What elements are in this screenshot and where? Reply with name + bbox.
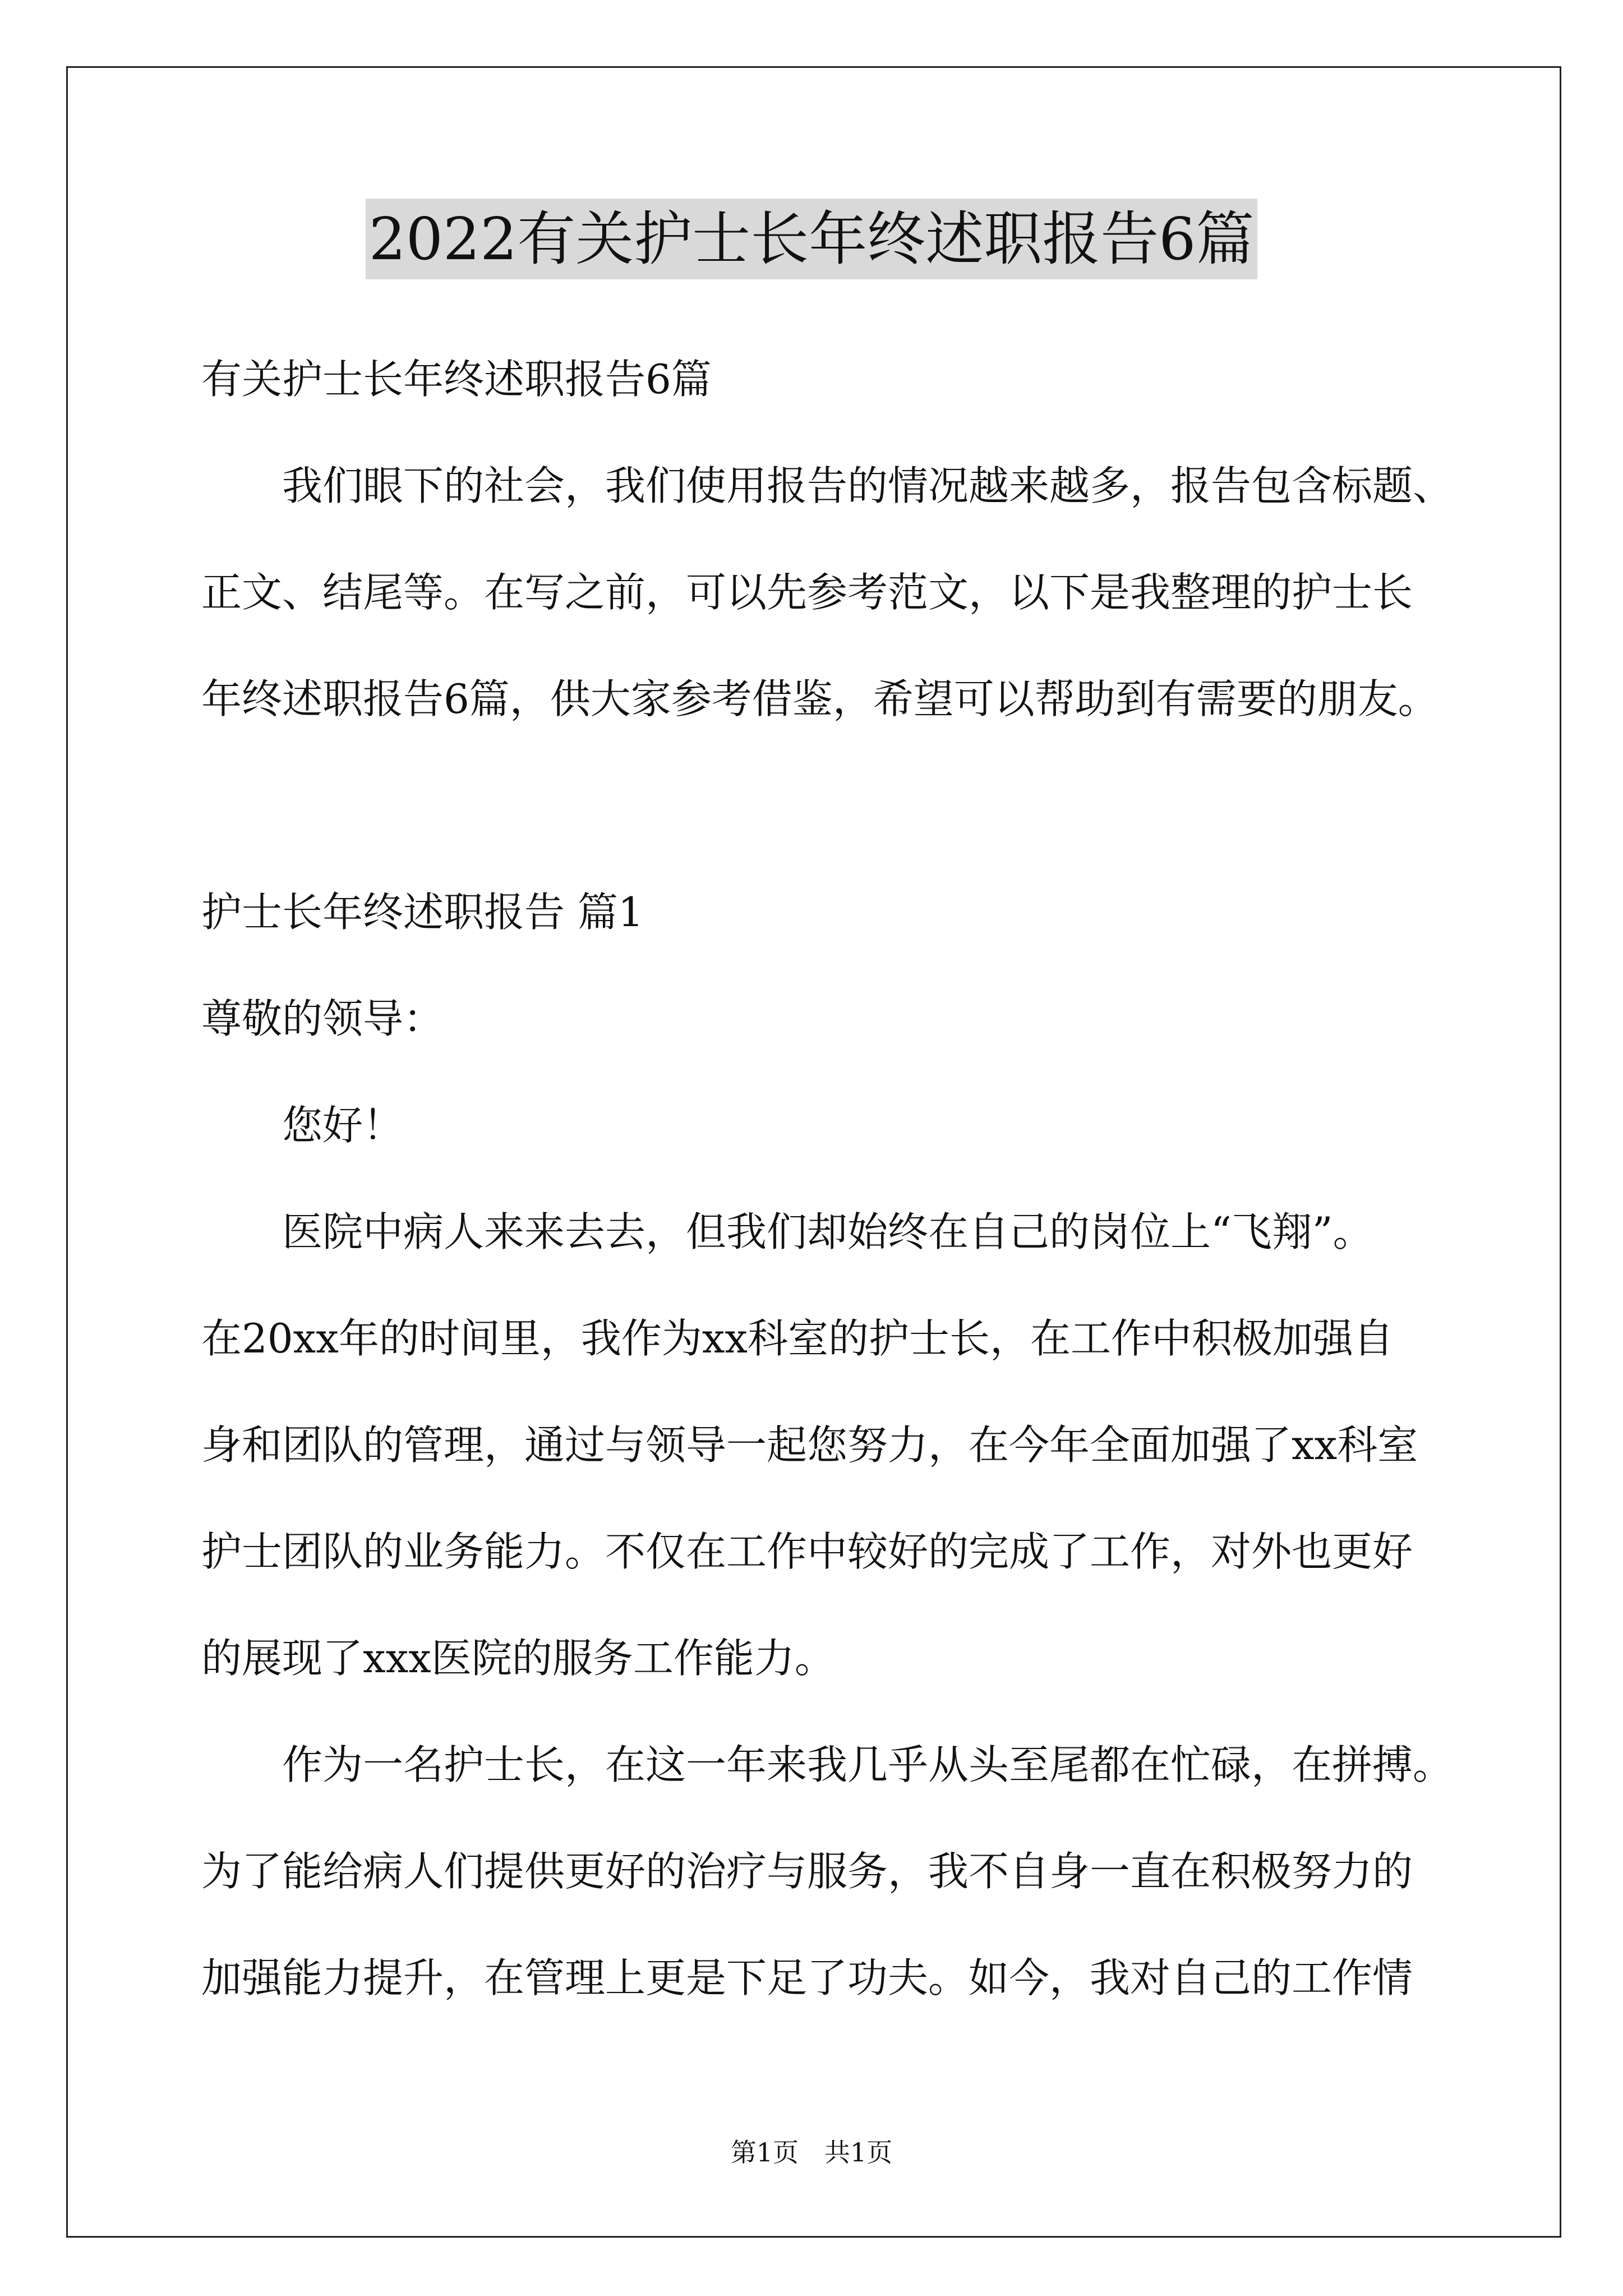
paragraph-line: 护士团队的业务能力。不仅在工作中较好的完成了工作，对外也更好 bbox=[201, 1528, 1413, 1575]
paragraph-line: 作为一名护士长，在这一年来我几乎从头至尾都在忙碌，在拼搏。 bbox=[282, 1741, 1454, 1788]
blank-line bbox=[201, 752, 1536, 859]
body-paragraph bbox=[201, 1711, 1536, 2031]
document-subtitle: 有关护士长年终述职报告6篇 bbox=[201, 356, 712, 403]
page-total: 共1页 bbox=[824, 2137, 893, 2168]
title-block bbox=[0, 199, 1623, 279]
paragraph-line: 正文、结尾等。在写之前，可以先参考范文，以下是我整理的护士长 bbox=[201, 569, 1413, 616]
document-title: 2022有关护士长年终述职报告6篇 bbox=[366, 199, 1258, 279]
paragraph-line: 在20xx年的时间里，我作为xx科室的护士长，在工作中积极加强自 bbox=[201, 1315, 1394, 1362]
body-paragraph bbox=[201, 1179, 1536, 1711]
page-number: 第1页 bbox=[730, 2137, 799, 2168]
document-body bbox=[201, 326, 1536, 2031]
paragraph-line: 加强能力提升，在管理上更是下足了功夫。如今，我对自己的工作情 bbox=[201, 1954, 1413, 2001]
paragraph-line: 为了能给病人们提供更好的治疗与服务，我不自身一直在积极努力的 bbox=[201, 1848, 1413, 1895]
page-footer bbox=[0, 2137, 1623, 2168]
salutation: 尊敬的领导： bbox=[201, 995, 444, 1042]
paragraph-line: 的展现了xxx医院的服务工作能力。 bbox=[201, 1635, 835, 1682]
paragraph-line: 我们眼下的社会，我们使用报告的情况越来越多，报告包含标题、 bbox=[282, 462, 1454, 509]
paragraph-line: 身和团队的管理，通过与领导一起您努力，在今年全面加强了xx科室 bbox=[201, 1421, 1418, 1469]
intro-paragraph bbox=[201, 432, 1536, 752]
paragraph-line: 医院中病人来来去去，但我们却始终在自己的岗位上“飞翔”。 bbox=[282, 1208, 1373, 1255]
section-heading: 护士长年终述职报告 篇1 bbox=[201, 889, 644, 936]
paragraph-line: 年终述职报告6篇，供大家参考借鉴，希望可以帮助到有需要的朋友。 bbox=[201, 675, 1438, 723]
greeting: 您好！ bbox=[282, 1102, 404, 1149]
